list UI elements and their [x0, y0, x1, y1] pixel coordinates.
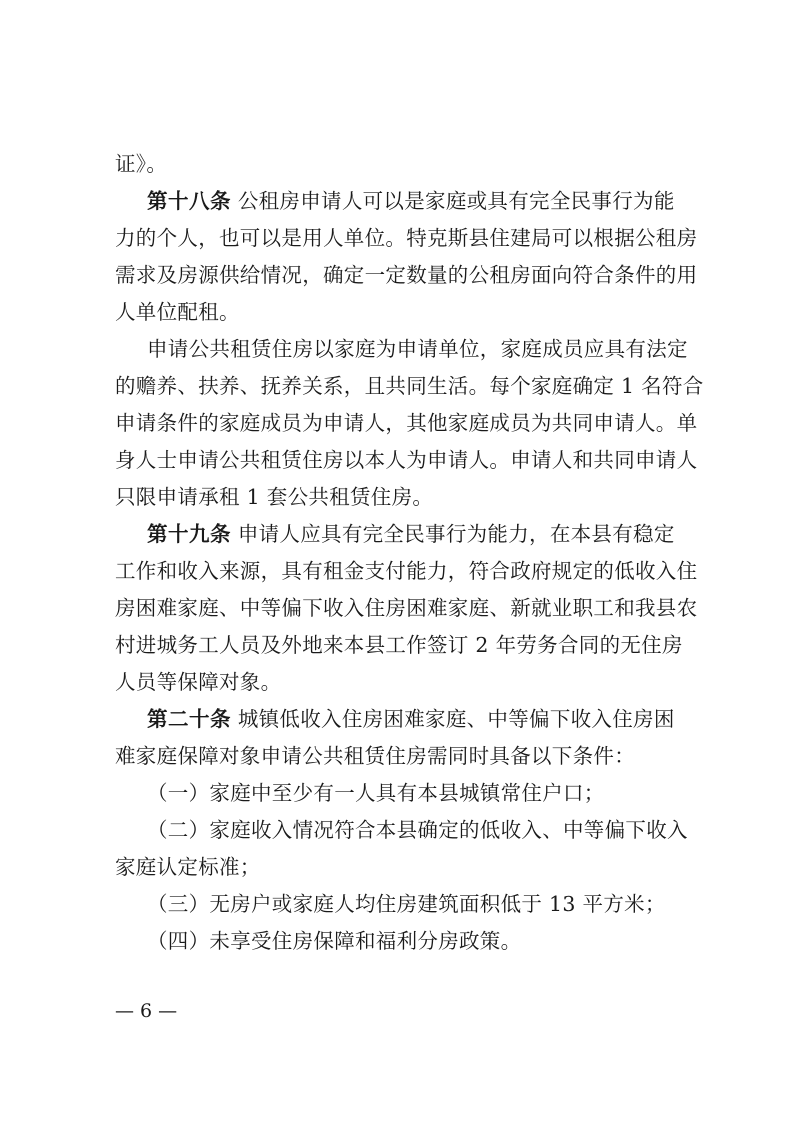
line-text: （三）无房户或家庭人均住房建筑面积低于 13 平方米；	[147, 892, 666, 916]
line-text: 公租房申请人可以是家庭或具有完全民事行为能	[231, 189, 675, 213]
article-label: 第十八条	[147, 189, 231, 213]
line-text: 只限申请承租 1 套公共租赁住房。	[115, 485, 434, 509]
text-line-1	[115, 146, 167, 182]
text-line-3	[115, 220, 697, 256]
list-item-2-continued	[115, 849, 261, 885]
line-text: 家庭认定标准；	[115, 855, 261, 879]
text-line-7	[115, 368, 704, 404]
line-text: 工作和收入来源，具有租金支付能力，符合政府规定的低收入住	[115, 559, 698, 583]
line-text: 的赡养、扶养、抚养关系，且共同生活。每个家庭确定 1 名符合	[115, 374, 704, 398]
list-item-3	[147, 886, 666, 922]
line-text: 难家庭保障对象申请公共租赁住房需同时具备以下条件：	[115, 744, 635, 768]
article-label: 第十九条	[147, 522, 231, 546]
text-line-17	[115, 738, 635, 774]
text-line-9	[115, 442, 697, 478]
article-label: 第二十条	[147, 707, 231, 731]
article-20-heading-line	[147, 701, 675, 737]
list-item-2	[147, 812, 688, 848]
line-text: 证》。	[115, 152, 168, 176]
text-line-8	[115, 405, 697, 441]
text-line-13	[115, 590, 697, 626]
text-line-5	[115, 294, 240, 330]
line-text: 申请条件的家庭成员为申请人，其他家庭成员为共同申请人。单	[115, 411, 698, 435]
list-item-4	[147, 923, 521, 959]
article-19-heading-line	[147, 516, 675, 552]
line-text: 申请公共租赁住房以家庭为申请单位，家庭成员应具有法定	[147, 337, 688, 361]
line-text: 城镇低收入住房困难家庭、中等偏下收入住房困	[231, 707, 675, 731]
line-text: 力的个人，也可以是用人单位。特克斯县住建局可以根据公租房	[115, 226, 698, 250]
list-item-1	[147, 775, 605, 811]
line-text: 需求及房源供给情况，确定一定数量的公租房面向符合条件的用	[115, 263, 698, 287]
line-text: （二）家庭收入情况符合本县确定的低收入、中等偏下收入	[147, 818, 688, 842]
line-text: 村进城务工人员及外地来本县工作签订 2 年劳务合同的无住房	[115, 633, 683, 657]
text-line-12	[115, 553, 697, 589]
line-text: （一）家庭中至少有一人具有本县城镇常住户口；	[147, 781, 605, 805]
text-line-4	[115, 257, 697, 293]
line-text: 房困难家庭、中等偏下收入住房困难家庭、新就业职工和我县农	[115, 596, 698, 620]
page-number: — 6 —	[115, 1000, 178, 1022]
text-line-10	[115, 479, 433, 515]
article-18-heading-line	[147, 183, 675, 219]
line-text: 人员等保障对象。	[115, 670, 282, 694]
text-line-6	[147, 331, 688, 367]
line-text: 身人士申请公共租赁住房以本人为申请人。申请人和共同申请人	[115, 448, 698, 472]
line-text: 人单位配租。	[115, 300, 240, 324]
line-text: （四）未享受住房保障和福利分房政策。	[147, 929, 522, 953]
text-line-14	[115, 627, 683, 663]
text-line-15	[115, 664, 281, 700]
line-text: 申请人应具有完全民事行为能力，在本县有稳定	[231, 522, 675, 546]
